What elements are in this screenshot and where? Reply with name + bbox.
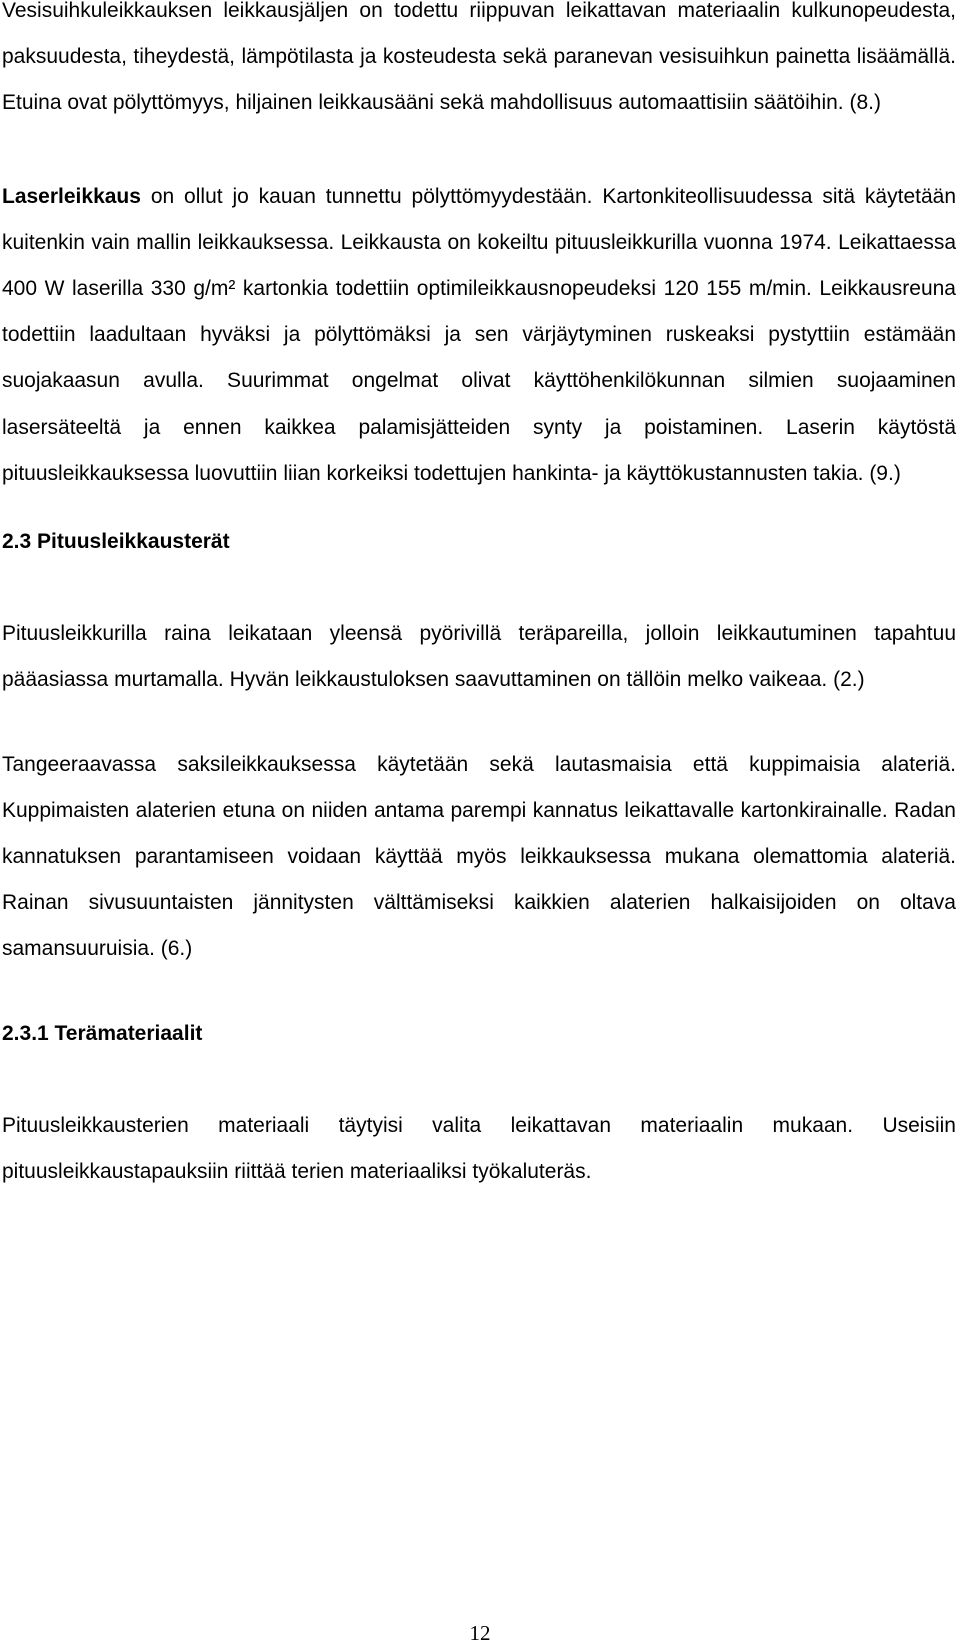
paragraph-vesisuihku: Vesisuihkuleikkauksen leikkausjäljen on todettu riippuvan leikattavan materiaalin kulkunopeudesta, paksuudesta, tiheydestä, lämpötilasta ja kosteudesta sekä paranevan vesisuihkun painetta lisäämällä. Etuina ovat pölyttömyys, hiljainen leikkausääni sekä mahdollisuus automaattisiin säätöihin. (8.) [2,0,956,115]
paragraph-tangeeraava: Tangeeraavassa saksileikkauksessa käytetään sekä lautasmaisia että kuppimaisia alateriä. Kuppimaisten alaterien etuna on niiden antama parempi kannatus leikattavalle kartonkirainalle. Radan kannatuksen parantamiseen voidaan käyttää myös leikkauksessa mukana olemattomia alateriä. Rainan sivusuuntaisten jännitysten välttämiseksi kaikkien alaterien halkaisijoiden on oltava samansuuruisia. (6.) [2,752,956,961]
section-heading-2-3-1: 2.3.1 Terämateriaalit [2,1021,203,1045]
paragraph-teramateriaalit: Pituusleikkausterien materiaali täytyisi valita leikattavan materiaalin mukaan. Useisiin pituusleikkaustapauksiin riittää terien materiaaliksi työkaluteräs. [2,1113,956,1184]
page-content [2,0,956,1195]
paragraph-laserleikkaus-text: on ollut jo kauan tunnettu pölyttömyydestään. Kartonkiteollisuudessa sitä käytetään kuitenkin vain mallin leikkauksessa. Leikkausta on kokeiltu pituusleikkurilla vuonna 1974. Leikattaessa 400 W laserilla 330 g/m² kartonkia todettiin optimileikkausnopeudeksi 120 155 m/min. Leikkausreuna todettiin laadultaan hyväksi ja pölyttömäksi ja sen värjäytyminen ruskeaksi pystyttiin estämään suojakaasun avulla. Suurimmat ongelmat olivat käyttöhenkilökunnan silmien suojaaminen lasersäteeltä ja ennen kaikkea palamisjätteiden synty ja poistaminen. Laserin käytöstä pituusleikkauksessa luovuttiin liian korkeiksi todettujen hankinta- ja käyttökustannusten takia. (9.) [2,184,956,485]
paragraph-laserleikkaus [2,174,956,497]
section-heading-2-3: 2.3 Pituusleikkausterät [2,530,230,554]
term-laserleikkaus: Laserleikkaus [2,184,141,208]
paragraph-pituusleikkuri: Pituusleikkurilla raina leikataan yleensä pyörivillä teräpareilla, jolloin leikkautuminen tapahtuu pääasiassa murtamalla. Hyvän leikkaustuloksen saavuttaminen on tällöin melko vaikeaa. (2.) [2,622,956,692]
page-number: 12 [469,1621,491,1645]
